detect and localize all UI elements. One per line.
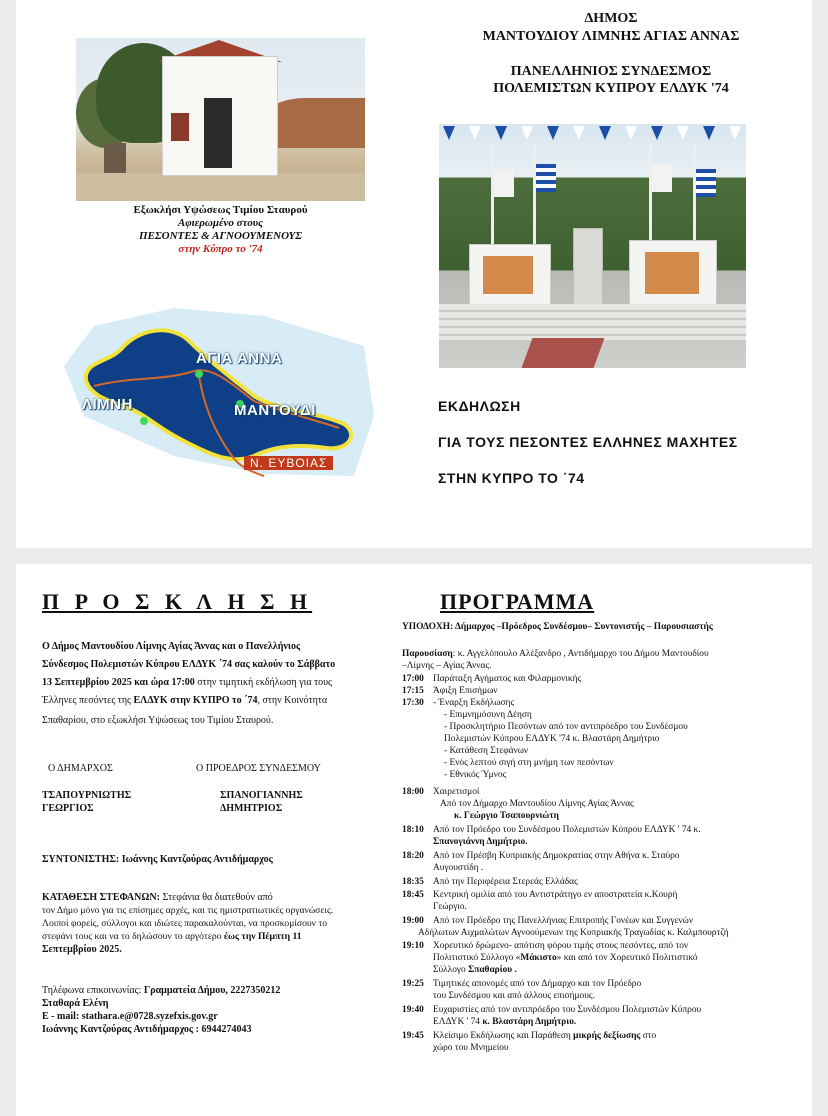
program-subitem: Πολιτιστικό Σύλλογο «Μάκιστο» και από τον Χορευτικό Πολιτιστικό <box>433 953 698 963</box>
municipality-label: ΔΗΜΟΣ <box>584 11 638 26</box>
president-surname: ΣΠΑΝΟΓΙΑΝΝΗΣ <box>220 790 303 801</box>
region-map <box>64 306 376 478</box>
chapel-caption-title: Εξωκλήσι Υψώσεως Τιμίου Σταυρού <box>133 204 308 216</box>
mayor-firstname: ΓΕΩΡΓΙΟΣ <box>42 803 94 814</box>
program-presentation-2: –Λίμνης – Αγίας Άννας. <box>402 661 492 671</box>
wreath-line-1: ΚΑΤΑΘΕΣΗ ΣΤΕΦΑΝΩΝ: Στεφάνια θα διατεθούν από <box>42 892 273 903</box>
president-firstname: ΔΗΜΗΤΡΙΟΣ <box>220 803 283 814</box>
chapel-caption-fallen: ΠΕΣΟΝΤΕΣ & ΑΓΝΟΟΥΜΕΝΟΥΣ <box>138 230 303 242</box>
municipality-name: ΜΑΝΤΟΥΔΙΟΥ ΛΙΜΝΗΣ ΑΓΙΑΣ ΑΝΝΑΣ <box>482 29 740 44</box>
invitation-title: Π Ρ Ο Σ Κ Λ Η Σ Η <box>42 589 313 614</box>
program-subitem: - Κατάθεση Στεφάνων <box>444 746 529 756</box>
chapel-photo <box>76 38 365 201</box>
program-subitem: - Επιμνημόσυνη Δέηση <box>444 710 532 720</box>
program-subitem: Πολεμιστών Κύπρου ΕΛΔΥΚ '74 κ. Βλαστάρη Δημήτριο <box>444 734 660 744</box>
program-subitem: Σπανογιάννη Δημήτριο. <box>433 837 528 847</box>
program-subitem: Από τον Δήμαρχο Μαντουδίου Λίμνης Αγίας Άννας <box>440 799 634 809</box>
map-label-mantoudi: ΜΑΝΤΟΥΔΙ <box>234 402 316 419</box>
program-subitem: του Συνδέσμου και από άλλους επισήμους. <box>433 991 595 1001</box>
invite-line-5: Σπαθαρίου, στο εξωκλήσι Υψώσεως του Τιμίου Σταυρού. <box>42 715 274 726</box>
association-name: ΠΟΛΕΜΙΣΤΩΝ ΚΥΠΡΟΥ ΕΛΔΥΚ '74 <box>493 81 729 96</box>
program-subitem: κ. Γεώργιο Τσαπουρνιώτη <box>454 811 559 821</box>
program-subitem: - Προσκλητήριο Πεσόντων από τον αντιπρόεδρο του Συνδέσμου <box>444 722 688 732</box>
flyer-inner-page: Π Ρ Ο Σ Κ Λ Η Σ Η ΠΡΟΓΡΑΜΜΑ Ο Δήμος Μαντουδίου Λίμνης Αγίας Άννας και ο Πανελλήνιος Σύνδεσμος Πολεμιστών Κύπρου ΕΛΔΥΚ ΄74 σας καλούν το Σάββατο 13 Σεπτεμβρίου 2025 και ώρα 17:00 στην τιμητική εκδήλωση για τους Έλληνες πεσόντες της ΕΛΔΥΚ στην ΚΥΠΡΟ το ΄74, στην Κοινότητα Σπαθαρίου, στο εξωκλήσι Υψώσεως του Τιμίου Σταυρού. Ο ΔΗΜΑΡΧΟΣ ΤΣΑΠΟΥΡΝΙΩΤΗΣ ΓΕΩΡΓΙΟΣ Ο ΠΡΟΕΔΡΟΣ ΣΥΝΔΕΣΜΟΥ ΣΠΑΝΟΓΙΑΝΝΗΣ ΔΗΜΗΤΡΙΟΣ ΣΥΝΤΟΝΙΣΤΗΣ: Ιωάννης Καντζούρας Αντιδήμαρχος ΚΑΤΑΘΕΣΗ ΣΤΕΦΑΝΩΝ: Στεφάνια θα διατεθούν από τον Δήμο μόνο για τις επίσημες αρχές, και τις ημιστρατιωτικές οργανώσεις. Λοιποί φορείς, σύλλογοι και ιδιώτες παρακαλούνται, να προσκομίσουν το στεφάνι τους και να το δηλώσουν το αργότερο έως την Πέμπτη 11 Σεπτεμβρίου 2025. Τηλέφωνα επικοινωνίας: Γραμματεία Δήμου, 2227350212 Σταθαρά Ελένη E - mail: stathara.e@0728.syzefxis.gov.gr Ιωάννης Καντζούρας Αντιδήμαρχος : 6944274043 ΥΠΟΔΟΧΗ: Δήμαρχος –Πρόεδρος Συνδέσμου– Συντονιστής – Παρουσιαστής Παρουσίαση: κ. Αγγελόπουλο Αλέξανδρο , Αντιδήμαρχο του Δήμου Μαντουδίου –Λίμνης – Αγίας Άννας. 17:00 Παράταξη Αγήματος και Φιλαρμονικής 17:15 Άφιξη Επισήμων 17:30 - Έναρξη Εκδήλωσης - Επιμνημόσυνη Δέηση - Προσκλητήριο Πεσόντων από τον αντιπρόεδρο του Συνδέσμου Πολεμιστών Κύπρου ΕΛΔΥΚ '74 κ. Βλαστάρη Δημήτριο - Κατάθεση Στεφάνων - Ενός λεπτού σιγή στη μνήμη των πεσόντων - Εθνικός Ύμνος 18:00 Χαιρετισμοί Από τον Δήμαρχο Μαντουδίου Λίμνης Αγίας Άννας κ. Γεώργιο Τσαπουρνιώτη 18:10 Από τον Πρόεδρο του Συνδέσμου Πολεμιστών Κύπρου ΕΛΔΥΚ ' 74 κ. Σπανογιάννη Δημήτριο. 18:20 Από τον Πρέσβη Κυπριακής Δημοκρατίας στην Αθήνα κ. Σταύρο Αυγουστίδη . 18:35 Από την Περιφέρεια Στερεάς Ελλάδας 18:45 Κεντρική ομιλία από του Αντιστράτηγο εν αποστρατεία κ.Κουρή Γεώργιο. 19:00 Από τον Πρόεδρο της Πανελλήνιας Επιτροπής Γονέων και Συγγενών Αδήλωτων Αιχμαλώτων Αγνοούμενων της Κυπριακής Τραγωδίας κ. Καλμπουρτζή 19:10 Χορευτικό δρώμενο- απότιση φόρου τιμής στους πεσόντες, από τον Πολιτιστικό Σύλλογο «Μάκιστο» και από τον Χορευτικό Πολιτιστικό Σύλλογο Σπαθαρίου . 19:25 Τιμητικές απονομές από τον Δήμαρχο και τον Πρόεδρο του Συνδέσμου και από άλλους επισήμους. 19:40 Ευχαριστίες από τον αντιπρόεδρο του Συνδέσμου Πολεμιστών Κύπρου ΕΛΔΥΚ ' 74 κ. Βλαστάρη Δημήτριο. 19:45 Κλείσιμο Εκδήλωσης και Παράθεση μικρής δεξίωσης στο χώρο του Μνημείου <box>16 564 812 1116</box>
invite-line-3: 13 Σεπτεμβρίου 2025 και ώρα 17:00 στην τιμητική εκδήλωση για τους <box>42 677 333 688</box>
memorial-photo <box>439 124 746 368</box>
wreath-line-5: Σεπτεμβρίου 2025. <box>42 944 122 955</box>
association-label: ΠΑΝΕΛΛΗΝΙΟΣ ΣΥΝΔΕΣΜΟΣ <box>510 64 712 79</box>
chapel-caption-dedicated: Αφιερωμένο στους <box>177 217 264 229</box>
program-subitem: Αδήλωτων Αιχμαλώτων Αγνοούμενων της Κυπριακής Τραγωδίας κ. Καλμπουρτζή <box>418 928 729 938</box>
program-subitem: ΕΛΔΥΚ ' 74 κ. Βλαστάρη Δημήτριο. <box>433 1017 577 1027</box>
president-title: Ο ΠΡΟΕΔΡΟΣ ΣΥΝΔΕΣΜΟΥ <box>196 763 321 774</box>
mayor-surname: ΤΣΑΠΟΥΡΝΙΩΤΗΣ <box>42 790 132 801</box>
contact-email[interactable]: E - mail: stathara.e@0728.syzefxis.gov.gr <box>42 1011 218 1022</box>
invite-line-4: Έλληνες πεσόντες της ΕΛΔΥΚ στην ΚΥΠΡΟ το ΄74, στην Κοινότητα <box>42 695 328 706</box>
coordinator: ΣΥΝΤΟΝΙΣΤΗΣ: Ιωάννης Καντζούρας Αντιδήμαρχος <box>42 854 273 865</box>
map-label-evia: Ν. ΕΥΒΟΙΑΣ <box>244 456 333 470</box>
contact-line-1: Τηλέφωνα επικοινωνίας: Γραμματεία Δήμου, 2227350212 <box>42 985 281 996</box>
mayor-title: Ο ΔΗΜΑΡΧΟΣ <box>48 763 113 774</box>
program-presentation-1: Παρουσίαση: κ. Αγγελόπουλο Αλέξανδρο , Αντιδήμαρχο του Δήμου Μαντουδίου <box>402 649 709 659</box>
program-subitem: Αυγουστίδη . <box>433 863 484 873</box>
program-subitem: Γεώργιο. <box>433 902 467 912</box>
wreath-line-3: Λοιποί φορείς, σύλλογοι και ιδιώτες παρακαλούνται, να προσκομίσουν το <box>42 918 328 929</box>
wreath-line-2: τον Δήμο μόνο για τις επίσημες αρχές, και τις ημιστρατιωτικές οργανώσεις. <box>42 905 334 916</box>
invite-line-1: Ο Δήμος Μαντουδίου Λίμνης Αγίας Άννας και ο Πανελλήνιος <box>42 641 301 652</box>
event-title: ΕΚΔΗΛΩΣΗ <box>438 398 521 414</box>
event-location: ΣΤΗΝ ΚΥΠΡΟ ΤΟ ΄74 <box>438 470 585 486</box>
event-subtitle: ΓΙΑ ΤΟΥΣ ΠΕΣΟΝΤΕΣ ΕΛΛΗΝΕΣ ΜΑΧΗΤΕΣ <box>438 434 738 450</box>
wreath-line-4: στεφάνι τους και να το δηλώσουν το αργότερο έως την Πέμπτη 11 <box>42 931 302 942</box>
contact-line-2: Σταθαρά Ελένη <box>42 998 109 1009</box>
region-map-graphic <box>64 306 376 478</box>
chapel-caption-cyprus: στην Κύπρο το '74 <box>178 243 263 255</box>
map-label-limni: ΛΙΜΝΗ <box>82 396 133 413</box>
program-title: ΠΡΟΓΡΑΜΜΑ <box>440 589 595 614</box>
contact-phone: Ιωάννης Καντζούρας Αντιδήμαρχος : 6944274043 <box>42 1024 252 1035</box>
program-subitem: - Εθνικός Ύμνος <box>444 770 507 780</box>
invite-line-2: Σύνδεσμος Πολεμιστών Κύπρου ΕΛΔΥΚ ΄74 σας καλούν το Σάββατο <box>42 659 336 670</box>
program-subitem: - Ενός λεπτού σιγή στη μνήμη των πεσόντων <box>444 758 614 768</box>
program-reception: ΥΠΟΔΟΧΗ: Δήμαρχος –Πρόεδρος Συνδέσμου– Συντονιστής – Παρουσιαστής <box>402 622 713 632</box>
program-subitem: χώρο του Μνημείου <box>433 1043 509 1053</box>
flyer-cover-page <box>16 0 812 548</box>
map-label-agia-anna: ΑΓΙΑ ΑΝΝΑ <box>196 350 283 367</box>
program-subitem: Σύλλογο Σπαθαρίου . <box>433 965 517 975</box>
